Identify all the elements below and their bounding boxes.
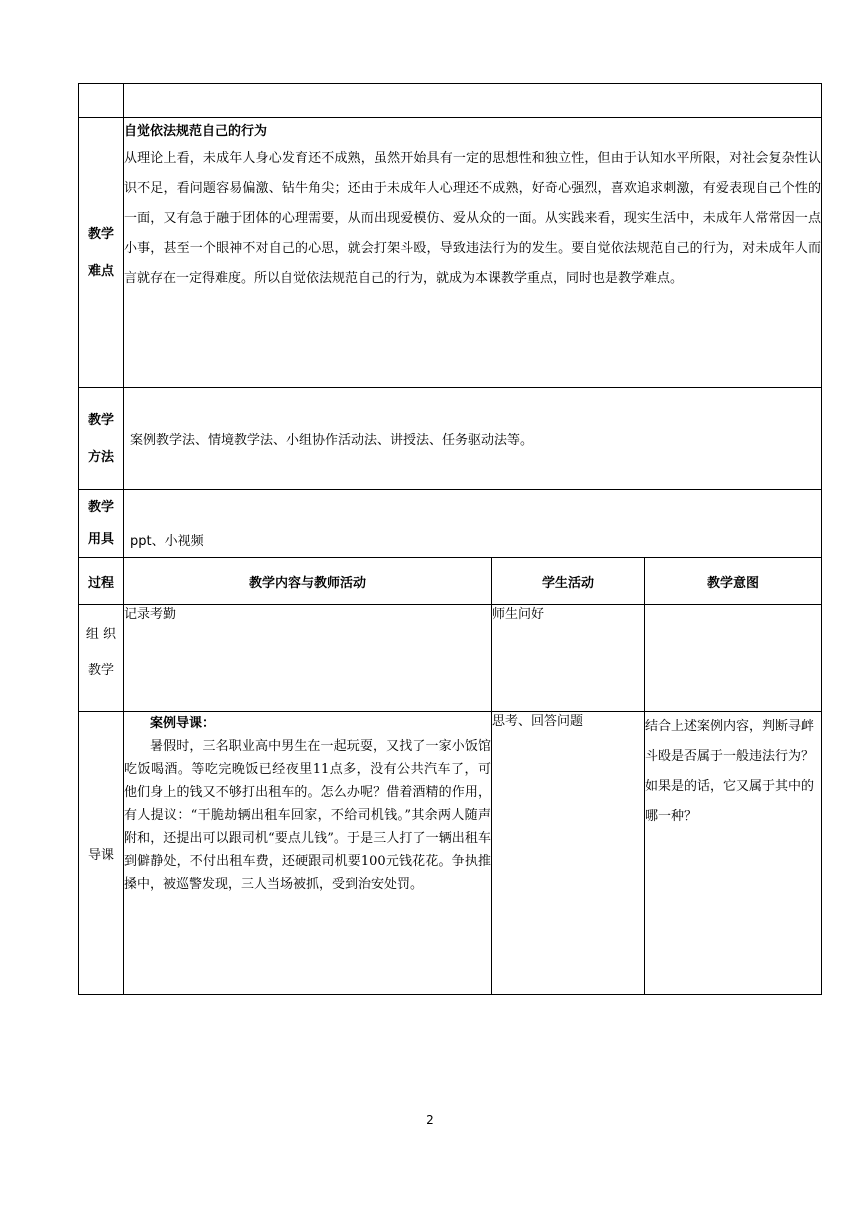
intro-intent: 结合上述案例内容，判断寻衅斗殴是否属于一般违法行为？如果是的话，它又属于其中的哪一种？ (645, 712, 822, 995)
organize-content: 记录考勤 (124, 605, 492, 712)
top-empty-row (79, 84, 822, 118)
tools-content (124, 490, 822, 558)
difficulty-label-line1: 教学 (87, 226, 114, 242)
difficulty-row (79, 118, 822, 388)
difficulty-content (124, 118, 822, 388)
intro-student: 思考、回答问题 (492, 712, 645, 995)
header-intent: 教学意图 (645, 558, 822, 605)
header-student: 学生活动 (492, 558, 645, 605)
difficulty-body: 从理论上看，未成年人身心发育还不成熟，虽然开始具有一定的思想性和独立性，但由于认知水平所限，对社会复杂性认识不足，看问题容易偏激、钻牛角尖；还由于未成年人心理还不成熟，好奇心强烈，喜欢追求刺激，有爱表现自己个性的一面，又有急于融于团体的心理需要，从而出现爱模仿、爱从众的一面。从实践来看，现实生活中，未成年人常常因一点小事，甚至一个眼神不对自己的心思，就会打架斗殴，导致违法行为的发生。要自觉依法规范自己的行为，对未成年人而言就存在一定得难度。所以自觉依法规范自己的行为，就成为本课教学重点，同时也是教学难点。 (124, 151, 822, 286)
stage-organize (79, 605, 124, 712)
tools-label-line1: 教学 (87, 499, 114, 515)
top-empty-content-cell (124, 84, 822, 118)
header-process: 过程 (79, 558, 124, 605)
tools-label-line2: 用具 (87, 531, 114, 547)
intro-case-title: 案例导课： (150, 716, 216, 731)
method-body: 案例教学法、情境教学法、小组协作活动法、讲授法、任务驱动法等。 (130, 433, 534, 448)
method-label (79, 388, 124, 490)
tools-body: ppt、小视频 (130, 534, 204, 549)
difficulty-label (79, 118, 124, 388)
intro-case-body: 暑假时，三名职业高中男生在一起玩耍，又找了一家小饭馆吃饭喝酒。等吃完晚饭已经夜里11点多，没有公共汽车了，可他们身上的钱又不够打出租车的。怎么办呢？借着酒精的作用，有人提议：“干脆劫辆出租车回家，不给司机钱。”其余两人随声附和，还提出可以跟司机“要点儿钱”。于是三人打了一辆出租车到僻静处，不付出租车费，还硬跟司机要100元钱花花。争执推搡中，被巡警发现，三人当场被抓，受到治安处罚。 (124, 739, 491, 892)
method-row (79, 388, 822, 490)
intro-case-content (124, 712, 492, 995)
process-header-row (79, 558, 822, 605)
organize-student: 师生问好 (492, 605, 645, 712)
difficulty-label-line2: 难点 (87, 263, 114, 279)
table-row (79, 605, 822, 712)
difficulty-title: 自觉依法规范自己的行为 (124, 124, 268, 139)
header-content: 教学内容与教师活动 (124, 558, 492, 605)
table-row (79, 712, 822, 995)
method-content (124, 388, 822, 490)
method-label-line2: 方法 (87, 449, 114, 465)
stage-organize-line2: 教学 (87, 663, 114, 678)
tools-row (79, 490, 822, 558)
stage-intro: 导课 (79, 712, 124, 995)
tools-label (79, 490, 124, 558)
organize-intent (645, 605, 822, 712)
page-number: 2 (426, 1113, 434, 1127)
top-empty-label-cell (79, 84, 124, 118)
stage-organize-line1: 组 织 (85, 627, 117, 642)
method-label-line1: 教学 (87, 412, 114, 428)
lesson-plan-table (78, 83, 822, 995)
